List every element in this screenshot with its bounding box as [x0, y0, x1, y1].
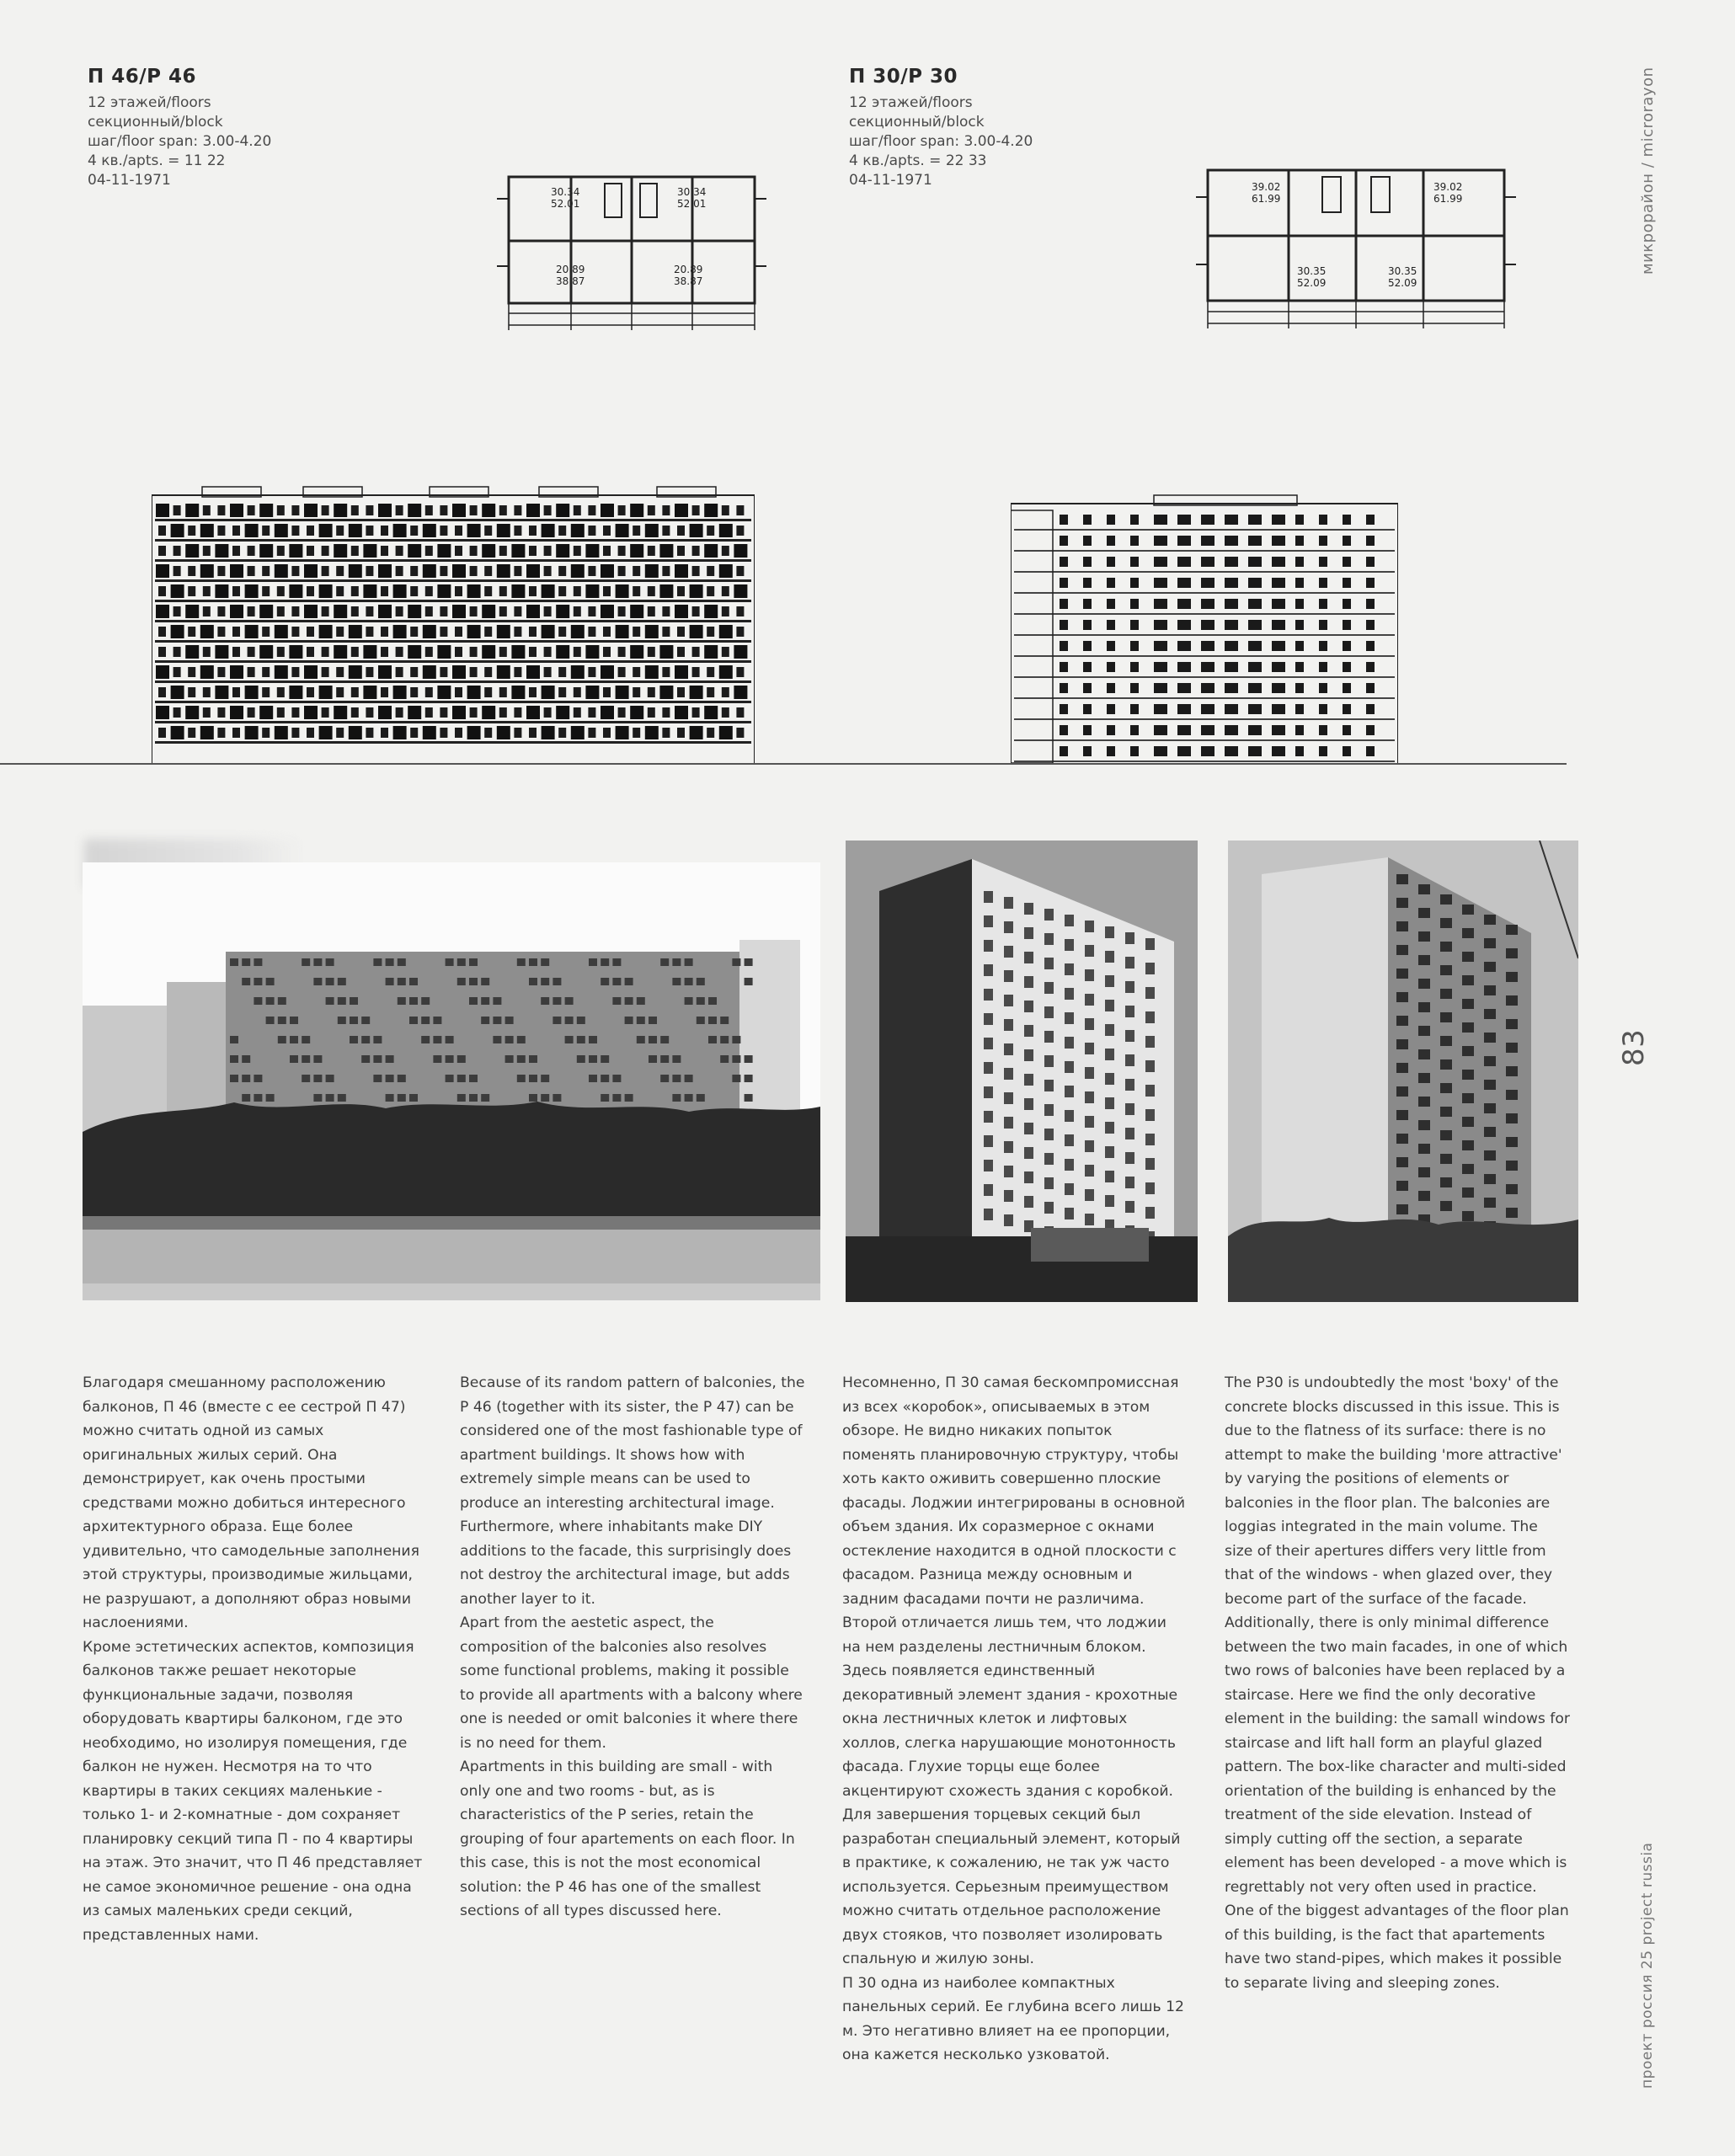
svg-text:61.99: 61.99	[1252, 193, 1281, 205]
page-number: 83	[1617, 1028, 1651, 1066]
svg-text:52.09: 52.09	[1388, 277, 1417, 289]
paragraph: Apart from the aestetic aspect, the composition of the balconies also resolves some functional problems, making it possible to provide all apartments with a balcony where one is needed or omit balconies it where there is no need for them.	[460, 1614, 803, 1752]
elevation-p30	[1011, 480, 1398, 765]
paragraph: Кроме эстетических аспектов, композиция балконов также решает некоторые функциональные задачи, позволяя оборудовать квартиры балконом, где это необходимо, но изолируя помещения, где балкон не нужен. Несмотря на то что квартиры в таких секциях маленькие - только 1- и 2-комнатные - дом сохраняет планировку секций типа П - по 4 квартиры на этаж. Это значит, что П 46 представляет не самое экономичное решение - она одна из самых маленьких среди секций, представленных нами.	[83, 1638, 423, 1944]
spec-apartments: 4 кв./apts. = 11 22	[88, 152, 226, 169]
svg-text:52.09: 52.09	[1297, 277, 1327, 289]
spec-floors: 12 этажей/floors	[88, 94, 211, 111]
svg-text:30.35: 30.35	[1297, 265, 1327, 277]
paragraph: The P30 is undoubtedly the most 'boxy' of the concrete blocks discussed in this issue. This is due to the flatness of its surface: there is no attempt to make the building 'more attractive' by varying the positions of elements or balconies in the floor plan. The balconies are loggias integrated in the main volume. The size of their apertures differs very little from that of the windows - when glazed over, they become part of the surface of the facade. Additionally, there is only minimal difference between the two main facades, in one of which two rows of balconies have been replaced by a staircase. Here we find the only decorative element in the building: the samall windows for staircase and lift hall form an playful glazed pattern. The box-like character and multi-sided orientation of the building is enhanced by the treatment of the side elevation. Instead of simply cutting off the section, a separate element has been developed - a move which is regrettably not very often used in practice.	[1225, 1374, 1570, 1896]
spec-type: секционный/block	[849, 114, 985, 131]
spec-span: шаг/floor span: 3.00-4.20	[849, 133, 1033, 150]
elevation-p46	[152, 478, 755, 765]
svg-text:38.87: 38.87	[674, 275, 703, 287]
text-column-p46-ru	[83, 1371, 428, 1947]
paragraph: Несомненно, П 30 самая бескомпромиссная из всех «коробок», описываемых в этом обзоре. Не видно никаких попыток поменять планировочную структуру, чтобы хоть както оживить совершенно плоские фасады. Лоджии интегрированы в основной объем здания. Их соразмерное с окнами остекление находится в одной плоскости с фасадом. Разница между основным и задним фасадами почти не различима. Второй отличается лишь тем, что лоджии на нем разделены лестничным блоком. Здесь появляется единственный декоративный элемент здания - крохотные окна лестничных клеток и лифтовых холлов, слегка нарушающие монотонность фасада. Глухие торцы еще более акцентируют схожесть здания с коробкой. Для завершения торцевых секций был разработан специальный элемент, который в практике, к сожалению, не так уж часто используется. Серьезным преимуществом можно считать отдельное расположение двух стояков, что позволяет изолировать спальную и жилую зоны.	[842, 1374, 1186, 1967]
spec-type: секционный/block	[88, 114, 223, 131]
svg-text:52.01: 52.01	[551, 198, 580, 210]
series-title: П 30/P 30	[849, 66, 958, 88]
paragraph: One of the biggest advantages of the floor plan of this building, is the fact that apartements have two stand-pipes, which makes it possible to separate living and sleeping zones.	[1225, 1903, 1569, 1992]
svg-text:52.01: 52.01	[677, 198, 707, 210]
photo-p30-building-side	[1228, 841, 1578, 1302]
spec-span: шаг/floor span: 3.00-4.20	[88, 133, 272, 150]
paragraph: Благодаря смешанному расположению балконов, П 46 (вместе с ее сестрой П 47) можно считать одной из самых оригинальных жилых серий. Она демонстрирует, как очень простыми средствами можно добиться интересного архитектурного образа. Еще более удивительно, что самодельные заполнения этой структуры, производимые жильцами, не разрушают, а дополняют образ новыми наслоениями.	[83, 1374, 419, 1631]
floor-plan-p46	[497, 165, 766, 334]
svg-text:39.02: 39.02	[1252, 181, 1281, 193]
paragraph: Apartments in this building are small - with only one and two rooms - but, as is characteristics of the P series, retain the grouping of four apartements on each floor. In this case, this is not the most economical solution: the P 46 has one of the smallest sections of all types discussed here.	[460, 1758, 795, 1919]
photo-p30-building-front	[846, 841, 1198, 1302]
plan-area-label: 30.34	[677, 186, 707, 198]
svg-text:38.87: 38.87	[556, 275, 585, 287]
text-column-p30-en	[1225, 1371, 1570, 1995]
text-column-p30-ru	[842, 1371, 1188, 2068]
spec-date: 04-11-1971	[88, 172, 171, 189]
magazine-label: проект россия 25 project russia	[1639, 1842, 1656, 2089]
series-title: П 46/P 46	[88, 66, 197, 88]
plan-area-label: 20.89	[674, 264, 703, 275]
paragraph: П 30 одна из наиболее компактных панельных серий. Ее глубина всего лишь 12 м. Это негативно влияет на ее пропорции, она кажется несколько узковатой.	[842, 1974, 1184, 2063]
plan-area-label: 20.89	[556, 264, 585, 275]
floor-plan-p30	[1196, 160, 1516, 333]
spec-date: 04-11-1971	[849, 172, 932, 189]
svg-text:61.99: 61.99	[1433, 193, 1463, 205]
svg-text:30.35: 30.35	[1388, 265, 1417, 277]
svg-text:39.02: 39.02	[1433, 181, 1463, 193]
plan-area-label: 30.34	[551, 186, 580, 198]
text-column-p46-en	[460, 1371, 805, 1924]
spec-apartments: 4 кв./apts. = 22 33	[849, 152, 987, 169]
photo-p46-building	[83, 862, 820, 1300]
ground-line	[0, 763, 1567, 765]
paragraph: Because of its random pattern of balconies, the P 46 (together with its sister, the P 47) can be considered one of the most fashionable type of apartment buildings. It shows how with extremely simple means can be used to produce an interesting architectural image. Furthermore, where inhabitants make DIY additions to the facade, this surprisingly does not destroy the architectural image, but adds another layer to it.	[460, 1374, 805, 1608]
section-label: микрорайон / microrayon	[1639, 67, 1657, 275]
spec-block-p30	[849, 67, 1033, 190]
spec-floors: 12 этажей/floors	[849, 94, 973, 111]
spec-block-p46	[88, 67, 271, 190]
